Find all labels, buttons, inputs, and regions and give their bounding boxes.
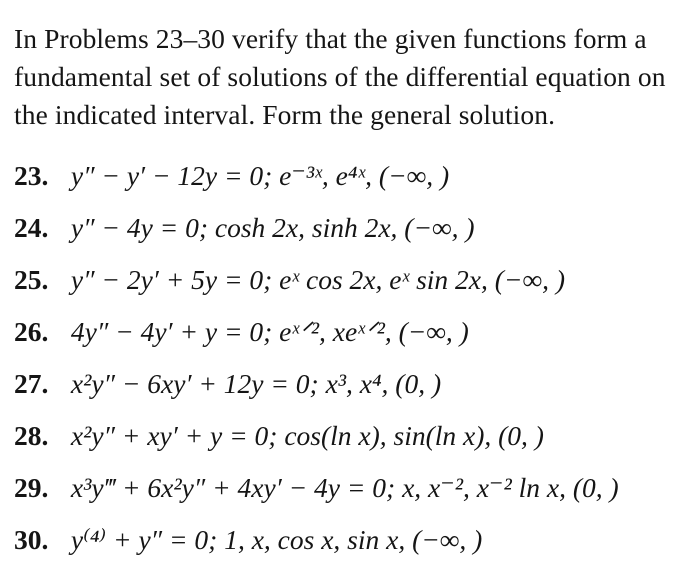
problem-29 <box>14 462 694 514</box>
problem-text: x³y‴ + 6x²y″ + 4xy′ − 4y = 0; x, x⁻², x⁻² ln x, (0, ) <box>70 472 619 503</box>
problem-number: 30. <box>14 524 49 555</box>
problem-text: 4y″ − 4y′ + y = 0; eˣᐟ², xeˣᐟ², (−∞, ) <box>70 316 469 347</box>
problem-text: y″ − 2y′ + 5y = 0; eˣ cos 2x, eˣ sin 2x, (−∞, ) <box>70 264 565 295</box>
problem-number: 26. <box>14 316 49 347</box>
problem-number: 29. <box>14 472 49 503</box>
problem-number: 28. <box>14 420 49 451</box>
problem-text: y″ − y′ − 12y = 0; e⁻³ˣ, e⁴ˣ, (−∞, ) <box>70 160 450 191</box>
problem-24 <box>14 202 694 254</box>
problem-number: 25. <box>14 264 49 295</box>
problem-list <box>14 150 694 566</box>
problem-text: y⁽⁴⁾ + y″ = 0; 1, x, cos x, sin x, (−∞, ) <box>70 524 483 555</box>
problem-number: 27. <box>14 368 49 399</box>
problem-30 <box>14 514 694 566</box>
problem-23 <box>14 150 694 202</box>
instructions-paragraph: In Problems 23–30 verify that the given functions form a fundamental set of solutions of the differential equation on the indicated interval. Form the general solution. <box>14 23 666 130</box>
problem-26 <box>14 306 694 358</box>
problem-text: x²y″ − 6xy′ + 12y = 0; x³, x⁴, (0, ) <box>70 368 442 399</box>
problem-text: y″ − 4y = 0; cosh 2x, sinh 2x, (−∞, ) <box>70 212 475 243</box>
problem-28 <box>14 410 694 462</box>
problem-number: 24. <box>14 212 49 243</box>
problem-25 <box>14 254 694 306</box>
problem-text: x²y″ + xy′ + y = 0; cos(ln x), sin(ln x), (0, ) <box>70 420 544 451</box>
problem-number: 23. <box>14 160 49 191</box>
problem-27 <box>14 358 694 410</box>
